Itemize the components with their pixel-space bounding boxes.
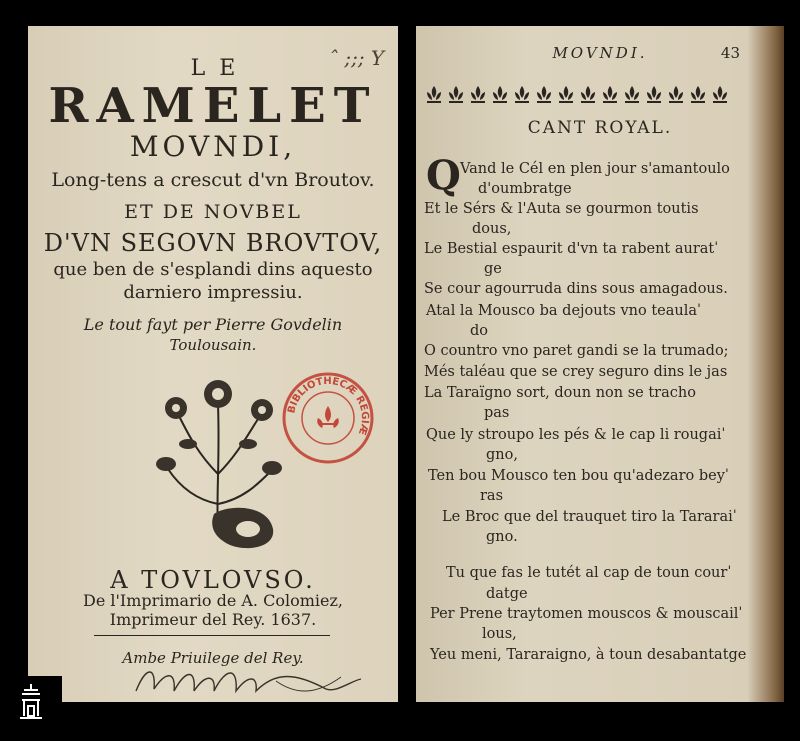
verse-line: Per Prene traytomen mouscos & mouscailˈ	[430, 606, 743, 622]
stamp-text: BIBLIOTHECÆ REGIÆ	[286, 375, 371, 437]
verse-line: dous,	[472, 221, 512, 237]
verse-line: Que ly stroupo les pés & le cap li rougaiˈ	[426, 427, 726, 443]
subtitle-line-4: que ben de s'esplandi dins aquesto	[53, 259, 373, 280]
author-line-1: Le tout fayt per Pierre Govdelin	[83, 315, 343, 334]
margin-note: ˆ ;;; Y	[328, 46, 385, 70]
verse-line: pas	[484, 405, 510, 421]
divider	[94, 635, 330, 636]
verse-line: Le Bestial espaurit d'vn ta rabent auratˈ	[424, 241, 719, 257]
section-title: CANT ROYAL.	[527, 118, 673, 138]
title-moundi: MOVNDI,	[129, 130, 297, 163]
verse-line: O countro vno paret gandi se la trumado;	[424, 343, 729, 359]
verse-line: Yeu meni, Tararaigno, à toun desabantatge	[430, 647, 747, 663]
verse-line: Tu que fas le tutét al cap de toun courˈ	[446, 565, 732, 581]
imprint-city: A TOVLOVSO.	[110, 566, 316, 594]
verse-line: lous,	[482, 626, 517, 642]
verse-page	[416, 26, 784, 702]
verse-line: datge	[486, 586, 528, 602]
printer-ornament-band	[424, 82, 746, 106]
running-head: MOVNDI.	[552, 44, 648, 62]
privilege-line: Ambe Priuilege del Rey.	[122, 649, 304, 667]
verse-line: ras	[480, 488, 504, 504]
imprint-line-2: Imprimeur del Rey. 1637.	[109, 610, 317, 629]
verse-line: Ten bou Mousco ten bou qu'adezaro beyˈ	[428, 468, 729, 484]
imprint-line-1: De l'Imprimario de A. Colomiez,	[82, 591, 343, 610]
title-page	[28, 26, 398, 702]
flower-emblem-woodcut	[148, 364, 288, 554]
library-stamp	[280, 370, 376, 466]
verse-line: Vand le Cél en plen jour s'amantoulo	[460, 161, 730, 177]
subtitle-line-5: darniero impressiu.	[123, 282, 303, 303]
subtitle-line-1: Long-tens a crescut d'vn Broutov.	[51, 169, 375, 191]
author-line-2: Toulousain.	[169, 336, 257, 354]
verse-line: ge	[484, 261, 502, 277]
drop-capital: Q	[426, 152, 461, 199]
subtitle-line-3: D'VN SEGOVN BROVTOV,	[43, 229, 383, 257]
verse-line: Le Broc que del trauquet tiro la Tararaiˈ	[442, 509, 737, 525]
handwritten-signature	[126, 661, 366, 701]
verse-line: gno,	[486, 447, 518, 463]
title-le: LE	[190, 56, 250, 81]
verse-line: Atal la Mousco ba dejouts vno teaulaˈ	[426, 303, 702, 319]
verse-line: do	[470, 323, 489, 339]
verse-line: Se cour agourruda dins sous amagadous.	[424, 281, 728, 297]
page-number: 43	[720, 44, 740, 62]
verse-line: Més taléau que se crey seguro dins le jas	[424, 364, 728, 380]
verse-line: gno.	[486, 529, 518, 545]
verse-line: Et le Sérs & l'Auta se gourmon toutis	[424, 201, 699, 217]
subtitle-line-2: ET DE NOVBEL	[124, 201, 302, 223]
verse-line: La Taraïgno sort, doun non se tracho	[424, 385, 696, 401]
verse-line: d'oumbratge	[478, 181, 572, 197]
library-logo-icon	[0, 676, 62, 737]
title-main: RAMELET	[48, 78, 378, 134]
